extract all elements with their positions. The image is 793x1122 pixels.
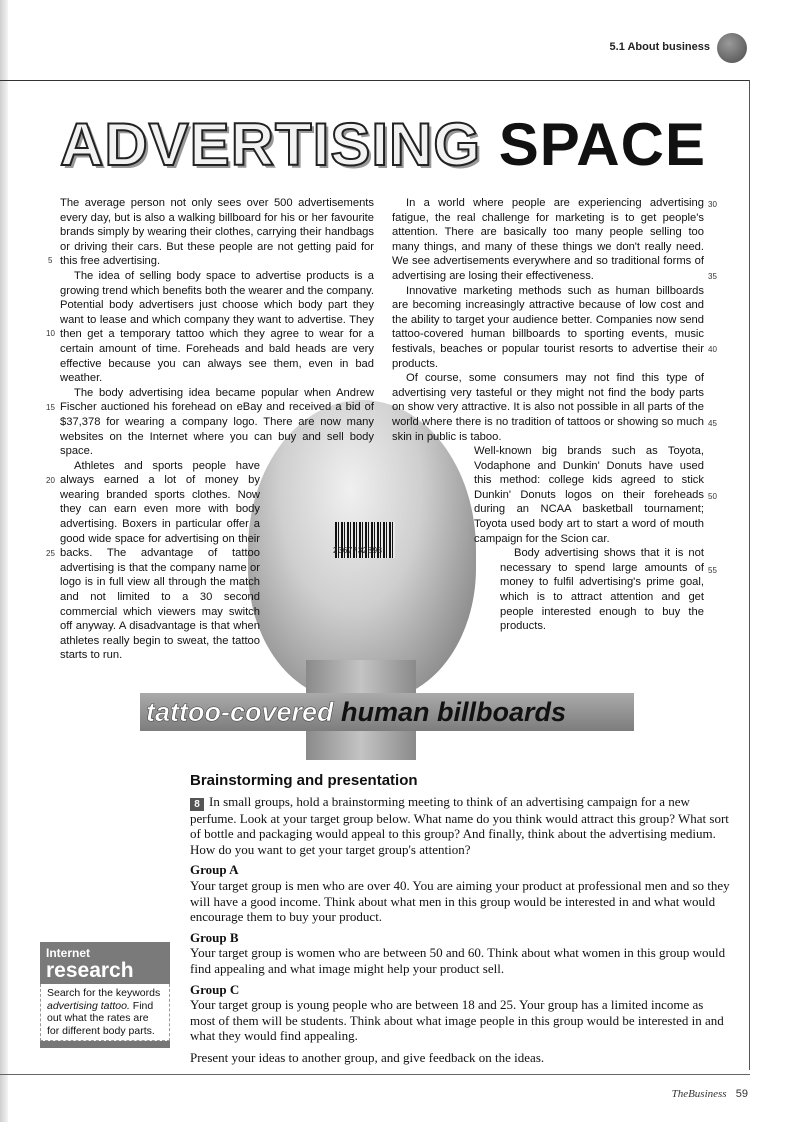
task-intro — [190, 794, 730, 858]
section-label: 5.1 About business — [609, 41, 710, 53]
footer-rule — [0, 1074, 750, 1075]
group-c-title: Group C — [190, 981, 240, 997]
page-footer — [650, 1088, 748, 1100]
paragraph: Of course, some consumers may not find this type of advertising very tasteful or they might not find the body parts on show very attractive. It is also not possible in all parts of the world where there is no tradition of tattoos or showing so much skin in public is taboo. — [392, 372, 704, 443]
header-rule — [0, 80, 750, 81]
line-number: 35 — [708, 272, 717, 281]
line-number: 5 — [48, 256, 53, 265]
ir-text-after: Find out what the rates are for different body parts. — [47, 999, 155, 1037]
internet-research-header — [40, 942, 170, 984]
title-word-advertising: ADVERTISING — [60, 111, 482, 178]
paragraph: The idea of selling body space to advertise products is a growing trend which benefits both the wearer and the company. Potential body advertisers just choose which body part they want to lease and which company they want to advertise. They then get a temporary tattoo which they agree to wear for a certain amount of time. Foreheads and bald heads are very effective because you can always see them, even in bad weather. — [60, 269, 374, 385]
task-closing: Present your ideas to another group, and give feedback on the ideas. — [190, 1049, 545, 1065]
line-number: 30 — [708, 200, 717, 209]
internet-label: Internet — [46, 946, 91, 960]
line-number: 15 — [46, 403, 55, 412]
page-edge-shadow — [0, 0, 8, 1122]
task-number-badge: 8 — [190, 798, 204, 811]
paragraph: Body advertising shows that it is not necessary to spend large amounts of money to fulfil advertising's prime goal, which is to attract attention and get people interested enough to buy the products. — [500, 547, 704, 633]
paragraph: The body advertising idea became popular when Andrew Fischer auctioned his forehead on eBay and received a bid of $37,378 for wearing a company logo. There are now many websites on the Internet where you can buy and sell body space. — [60, 386, 374, 458]
barcode-number: 2367732898 — [333, 546, 383, 555]
line-number: 10 — [46, 329, 55, 338]
task-section — [190, 773, 730, 1066]
paragraph: Innovative marketing methods such as human billboards are becoming increasingly attractive because of low cost and the ability to target your audience better. Companies now send tattoo-covered human billboards to sporting events, music festivals, beaches or popular tourist resorts to advertise their products. — [392, 284, 704, 370]
group-c-text: Your target group is young people who are between 18 and 25. Your group has a limited income as most of them will be students. Think about what image people in this group would be interested in and what they would find appealing. — [190, 997, 724, 1044]
paragraph: Athletes and sports people have always earned a lot of money by wearing branded sports clothes. Now they can earn even more with body advertising. Boxers in particular offer a good wide space for advertising on their backs. The advantage of tattoo advertising is that the company name or logo is in full view all through the match and not limited to a 30 second commercial which viewers may switch off anyway. A disadvantage is that when athletes really begin to sweat, the tattoo starts to run. — [60, 459, 260, 662]
ir-keywords: advertising tattoo. — [47, 999, 130, 1012]
group-b-title: Group B — [190, 929, 239, 945]
research-label: research — [46, 959, 134, 982]
line-number: 45 — [708, 419, 717, 428]
task-intro-text: In small groups, hold a brainstorming meeting to think of an advertising campaign for a new perfume. Look at your target group below. What name do you think would attract this group? What sort of bottle and packaging would appeal to this group? And finally, think about the advertising medium. How do you want to get your target group's attention? — [190, 793, 729, 857]
banner-title — [140, 693, 634, 731]
article-column-right — [392, 196, 704, 634]
line-number: 50 — [708, 492, 717, 501]
paragraph: The average person not only sees over 500 advertisements every day, but is also a walking billboard for his or her favourite brands simply by wearing their clothes, carrying their handbags or driving their cars. But these people are not getting paid for this free advertising. — [60, 197, 374, 268]
section-circle-icon — [717, 33, 747, 63]
ir-text-before: Search for the keywords — [47, 987, 161, 999]
group-a-title: Group A — [190, 862, 239, 878]
paragraph: In a world where people are experiencing advertising fatigue, the real challenge for marketing is to get people's attention. There are basically too many people selling too many things, and many of these things we don't really need. We see advertisements everywhere and so traditional forms of advertising are losing their effectiveness. — [392, 197, 704, 282]
internet-research-box — [40, 942, 170, 1052]
page-number: 59 — [735, 1088, 748, 1100]
group-a-text: Your target group is men who are over 40. You are aiming your product at professional men and so they will have a good income. Think about what men in this group would be interested in and what would encourage them to buy your product. — [190, 877, 730, 925]
side-rule — [749, 80, 750, 1070]
title-word-space: SPACE — [498, 111, 706, 178]
line-number: 55 — [708, 566, 717, 575]
brand-logo: TheBusiness — [671, 1088, 727, 1100]
group-b-text: Your target group is women who are between 50 and 60. Think about what women in this group would find appealing and what image might help your product sell. — [190, 945, 726, 976]
article-title — [60, 110, 720, 180]
internet-research-text — [40, 984, 170, 1041]
line-number: 40 — [708, 345, 717, 354]
paragraph: Well-known big brands such as Toyota, Vodaphone and Dunkin' Donuts have used this method: college kids agreed to stick Dunkin' Donuts logos on their foreheads during an NCAA basketball tournament; Toyota used body art to start a word of mouth campaign for the Scion car. — [474, 445, 704, 545]
internet-research-footer-bar — [40, 1041, 170, 1048]
banner-word-tattoo-covered: tattoo-covered — [146, 697, 334, 727]
task-heading: Brainstorming and presentation — [190, 772, 418, 789]
line-number: 25 — [46, 549, 55, 558]
article-column-left — [60, 196, 374, 663]
banner-word-human-billboards: human billboards — [341, 697, 567, 727]
line-number: 20 — [46, 476, 55, 485]
